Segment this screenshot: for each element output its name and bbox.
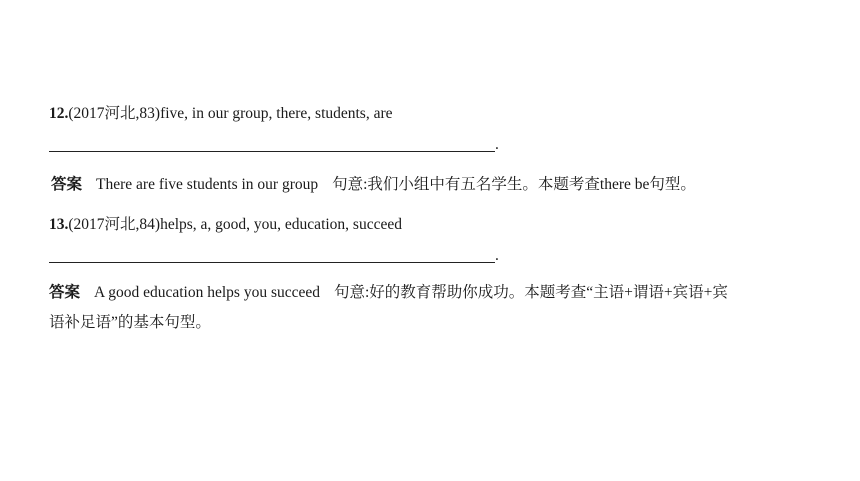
blank-period: . — [495, 136, 499, 153]
question-number: 13. — [49, 216, 69, 233]
answer-blank-13[interactable] — [49, 262, 495, 263]
question-number: 12. — [49, 105, 69, 122]
question-source: (2017河北,84) — [68, 216, 161, 233]
question-source: (2017河北,83) — [68, 105, 161, 122]
answer-explanation-line2: 语补足语”的基本句型。 — [49, 314, 211, 331]
answer-13 — [49, 282, 728, 304]
answer-label: 答案 — [49, 284, 81, 301]
answer-12 — [51, 174, 696, 196]
question-13 — [49, 214, 402, 236]
answer-blank-12[interactable] — [49, 151, 495, 152]
question-prompt: five, in our group, there, students, are — [160, 105, 393, 122]
blank-period: . — [495, 247, 499, 264]
answer-text: A good education helps you succeed — [94, 284, 320, 301]
question-prompt: helps, a, good, you, education, succeed — [160, 216, 402, 233]
answer-explanation: 句意:我们小组中有五名学生。本题考查there be句型。 — [332, 176, 696, 193]
answer-text: There are five students in our group — [96, 176, 319, 193]
answer-13-continued — [49, 312, 211, 334]
answer-explanation-line1: 句意:好的教育帮助你成功。本题考查“主语+谓语+宾语+宾 — [334, 284, 728, 301]
answer-label: 答案 — [51, 176, 83, 193]
question-12 — [49, 103, 393, 125]
